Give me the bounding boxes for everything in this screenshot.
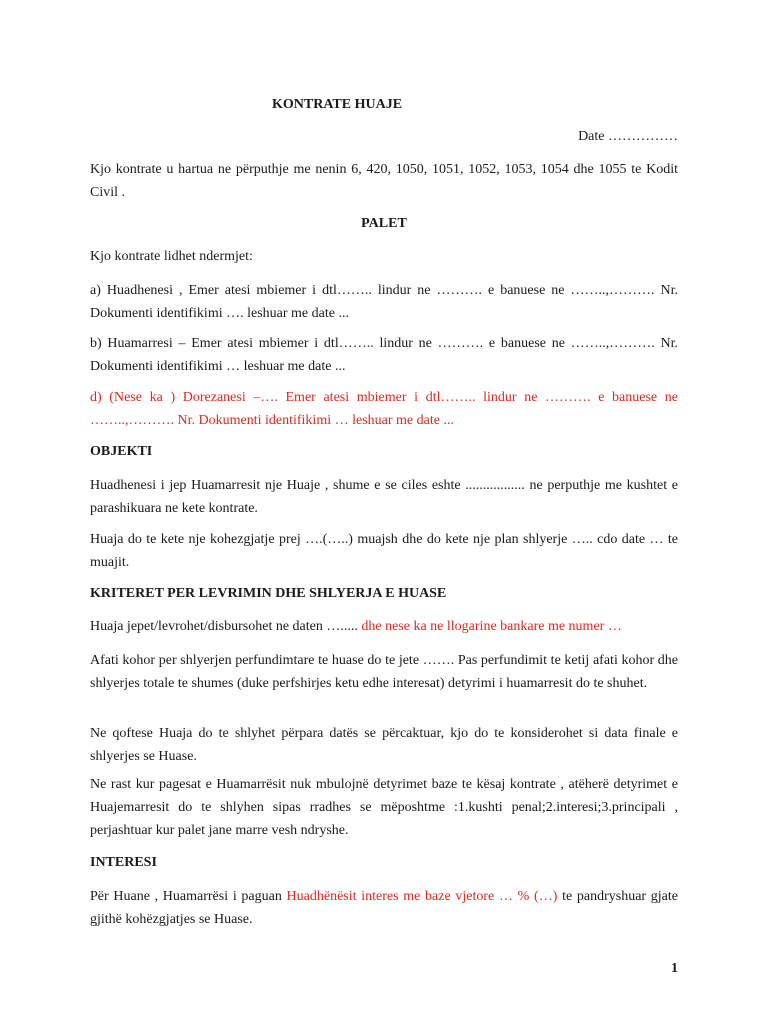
document-title: KONTRATE HUAJE bbox=[272, 97, 403, 112]
objekti-paragraph-1: Huadhenesi i jep Huamarresit nje Huaje , shume e se ciles eshte ................. ne perputhje me kushtet e parashikuara ne kete kontrate. bbox=[90, 478, 678, 516]
party-b-paragraph: b) Huamarresi – Emer atesi mbiemer i dtl…….. lindur ne ………. e banuese ne ……..,………. Nr. Dokumenti identifikimi … leshuar me date ... bbox=[90, 336, 678, 374]
interesi-heading: INTERESI bbox=[90, 855, 157, 870]
kriteret-heading: KRITERET PER LEVRIMIN DHE SHLYERJA E HUASE bbox=[90, 586, 447, 601]
guarantor-paragraph: d) (Nese ka ) Dorezanesi –…. Emer atesi mbiemer i dtl…….. lindur ne ………. e banuese ne ……..,………. Nr. Dokumenti identifikimi … leshuar me date ... bbox=[90, 390, 678, 428]
party-a-paragraph: a) Huadhenesi , Emer atesi mbiemer i dtl…….. lindur ne ………. e banuese ne ……..,………. Nr. Dokumenti identifikimi …. leshuar me date ... bbox=[90, 283, 678, 321]
page-number: 1 bbox=[671, 961, 678, 976]
objekti-paragraph-2: Huaja do te kete nje kohezgjatje prej ….(…..) muajsh dhe do kete nje plan shlyerje ….. cdo date … te muajit. bbox=[90, 532, 678, 570]
kriteret-paragraph-4: Ne rast kur pagesat e Huamarrësit nuk mbulojnë detyrimet baze te kësaj kontrate , atëherë detyrimet e Huajemarresit do te shlyhen sipas rradhes se mëposhtme :1.kushti penal;2.interesi;3.principali , perjashtuar kur palet jane marre vesh ndryshe. bbox=[90, 777, 678, 838]
palet-lead: Kjo kontrate lidhet ndermjet: bbox=[90, 249, 253, 264]
date-line: Date …………… bbox=[578, 129, 678, 144]
kriteret-paragraph-1 bbox=[90, 615, 678, 638]
interest-rate-text: Huadhënësit interes me baze vjetore … % (…) bbox=[286, 889, 558, 904]
disbursement-text: Huaja jepet/levrohet/disbursohet ne daten …..... bbox=[90, 619, 358, 634]
objekti-heading: OBJEKTI bbox=[90, 444, 153, 459]
kriteret-paragraph-3: Ne qoftese Huaja do te shlyhet përpara datës se përcaktuar, kjo do te konsiderohet si data finale e shlyerjes se Huase. bbox=[90, 726, 678, 764]
interesi-paragraph bbox=[90, 885, 678, 931]
interest-text-start: Për Huane , Huamarrësi i paguan bbox=[90, 889, 287, 904]
bank-account-text: dhe nese ka ne llogarine bankare me numer … bbox=[357, 619, 622, 634]
kriteret-paragraph-2: Afati kohor per shlyerjen perfundimtare te huase do te jete ……. Pas perfundimit te ketij afati kohor dhe shlyerjes totale te shumes (duke perfshirjes ketu edhe interesat) detyrimi i huamarresit do te shuhet. bbox=[90, 653, 678, 691]
interest-text-end: te pandryshuar gjate gjithë kohëzgjatjes se Huase. bbox=[90, 889, 678, 927]
intro-paragraph: Kjo kontrate u hartua ne përputhje me nenin 6, 420, 1050, 1051, 1052, 1053, 1054 dhe 1055 te Kodit Civil . bbox=[90, 162, 678, 200]
palet-heading: PALET bbox=[361, 216, 407, 231]
